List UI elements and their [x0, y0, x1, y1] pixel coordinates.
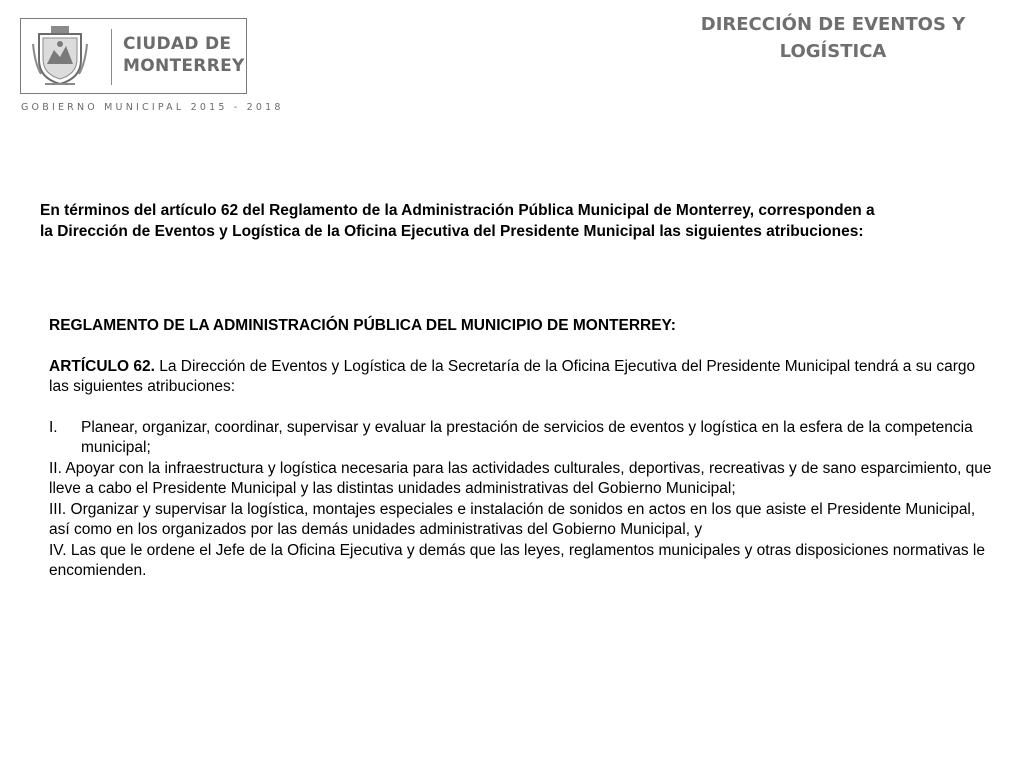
item-1-text: Planear, organizar, coordinar, supervisar y evaluar la prestación de servicios de eventos y logística en la esfera de la competencia municipal; — [81, 418, 973, 456]
attribution-item-4: IV. Las que le ordene el Jefe de la Oficina Ejecutiva y demás que las leyes, reglamentos municipales y otras disposiciones normativas le encomienden. — [49, 541, 985, 579]
intro-line1: En términos del artículo 62 del Reglamento de la Administración Pública Municipal de Monterrey, corresponden a — [40, 202, 875, 219]
city-name — [123, 33, 245, 77]
city-logo — [20, 18, 247, 94]
attribution-item-1 — [49, 418, 999, 459]
regulation-heading: REGLAMENTO DE LA ADMINISTRACIÓN PÚBLICA DEL MUNICIPIO DE MONTERREY: — [49, 317, 676, 334]
attribution-item-2: II. Apoyar con la infraestructura y logística necesaria para las actividades culturales, deportivas, recreativas y de sano esparcimiento, que lleve a cabo el Presidente Municipal y las distintas unidades administrativas del Gobierno Municipal; — [49, 459, 992, 497]
article-paragraph — [49, 357, 999, 398]
logo-divider — [111, 29, 112, 85]
item-1-number: I. — [49, 418, 58, 436]
page-title-line2: LOGÍSTICA — [779, 41, 887, 62]
article-label: ARTÍCULO 62. — [49, 357, 155, 375]
coat-of-arms-icon — [31, 24, 89, 88]
government-period: GOBIERNO MUNICIPAL 2015 - 2018 — [21, 102, 284, 113]
article-text: La Dirección de Eventos y Logística de la Secretaría de la Oficina Ejecutiva del Presidente Municipal tendrá a su cargo las siguientes atribuciones: — [49, 357, 976, 395]
regulation-section — [49, 316, 999, 582]
city-name-line2: MONTERREY — [123, 56, 245, 76]
attribution-item-3: III. Organizar y supervisar la logística, montajes especiales e instalación de sonidos en actos en los que asiste el Presidente Municipal, así como en los organizados por las demás unidades administrativas del Gobierno Municipal, y — [49, 500, 976, 538]
intro-paragraph — [40, 200, 980, 242]
intro-line2: la Dirección de Eventos y Logística de la Oficina Ejecutiva del Presidente Municipal las siguientes atribuciones: — [40, 223, 864, 240]
page-title — [698, 11, 968, 65]
city-name-line1: CIUDAD DE — [123, 34, 232, 54]
page-title-line1: DIRECCIÓN DE EVENTOS Y — [700, 14, 966, 35]
